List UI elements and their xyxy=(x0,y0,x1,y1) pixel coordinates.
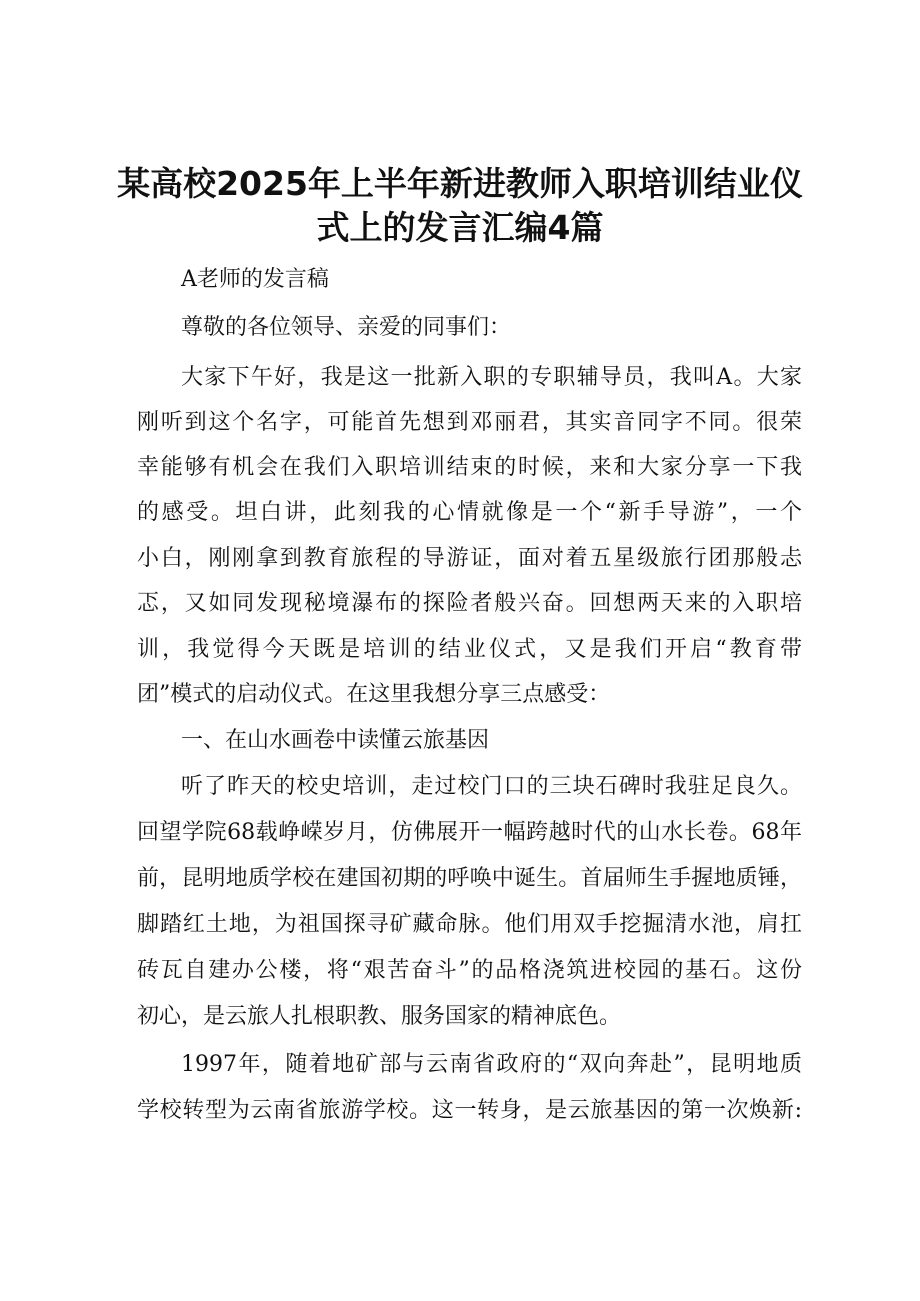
paragraph-1-line: 幸能够有机会在我们入职培训结束的时候，来和大家分享一下我 xyxy=(137,455,802,480)
section-heading: A老师的发言稿 xyxy=(181,267,329,292)
paragraph-1-line: 刚听到这个名字，可能首先想到邓丽君，其实音同字不同。很荣 xyxy=(137,410,802,435)
paragraph-1-line: 训，我觉得今天既是培训的结业仪式，又是我们开启“教育带 xyxy=(137,637,802,662)
paragraph-2-line: 脚踏红土地，为祖国探寻矿藏命脉。他们用双手挖掘清水池，肩扛 xyxy=(137,912,802,937)
paragraph-2-line: 砖瓦自建办公楼，将“艰苦奋斗”的品格浇筑进校园的基石。这份 xyxy=(137,958,802,983)
paragraph-1-line: 忑，又如同发现秘境瀑布的探险者般兴奋。回想两天来的入职培 xyxy=(137,591,802,616)
paragraph-2-line: 初心，是云旅人扎根职教、服务国家的精神底色。 xyxy=(137,1004,622,1029)
paragraph-1-line: 的感受。坦白讲，此刻我的心情就像是一个“新手导游”，一个 xyxy=(137,500,802,525)
paragraph-1-line: 大家下午好，我是这一批新入职的专职辅导员，我叫A。大家 xyxy=(181,365,802,390)
subheading-1: 一、在山水画卷中读懂云旅基因 xyxy=(181,728,490,753)
paragraph-1-line: 小白，刚刚拿到教育旅程的导游证，面对着五星级旅行团那般忐 xyxy=(137,546,802,571)
paragraph-1-line: 团”模式的启动仪式。在这里我想分享三点感受： xyxy=(137,682,611,707)
paragraph-3-line: 学校转型为云南省旅游学校。这一转身，是云旅基因的第一次焕新: xyxy=(137,1098,802,1123)
document-title-line-1: 某高校2025年上半年新进教师入职培训结业仪 xyxy=(117,164,803,203)
document-title-line-2: 式上的发言汇编4篇 xyxy=(316,208,604,247)
salutation: 尊敬的各位领导、亲爱的同事们： xyxy=(181,315,512,340)
paragraph-2-line: 前，昆明地质学校在建国初期的呼唤中诞生。首届师生手握地质锤， xyxy=(137,866,802,891)
paragraph-2-line: 听了昨天的校史培训，走过校门口的三块石碑时我驻足良久。 xyxy=(181,774,802,799)
paragraph-2-line: 回望学院68载峥嵘岁月，仿佛展开一幅跨越时代的山水长卷。68年 xyxy=(137,820,802,845)
paragraph-3-line: 1997年，随着地矿部与云南省政府的“双向奔赴”，昆明地质 xyxy=(181,1052,802,1077)
